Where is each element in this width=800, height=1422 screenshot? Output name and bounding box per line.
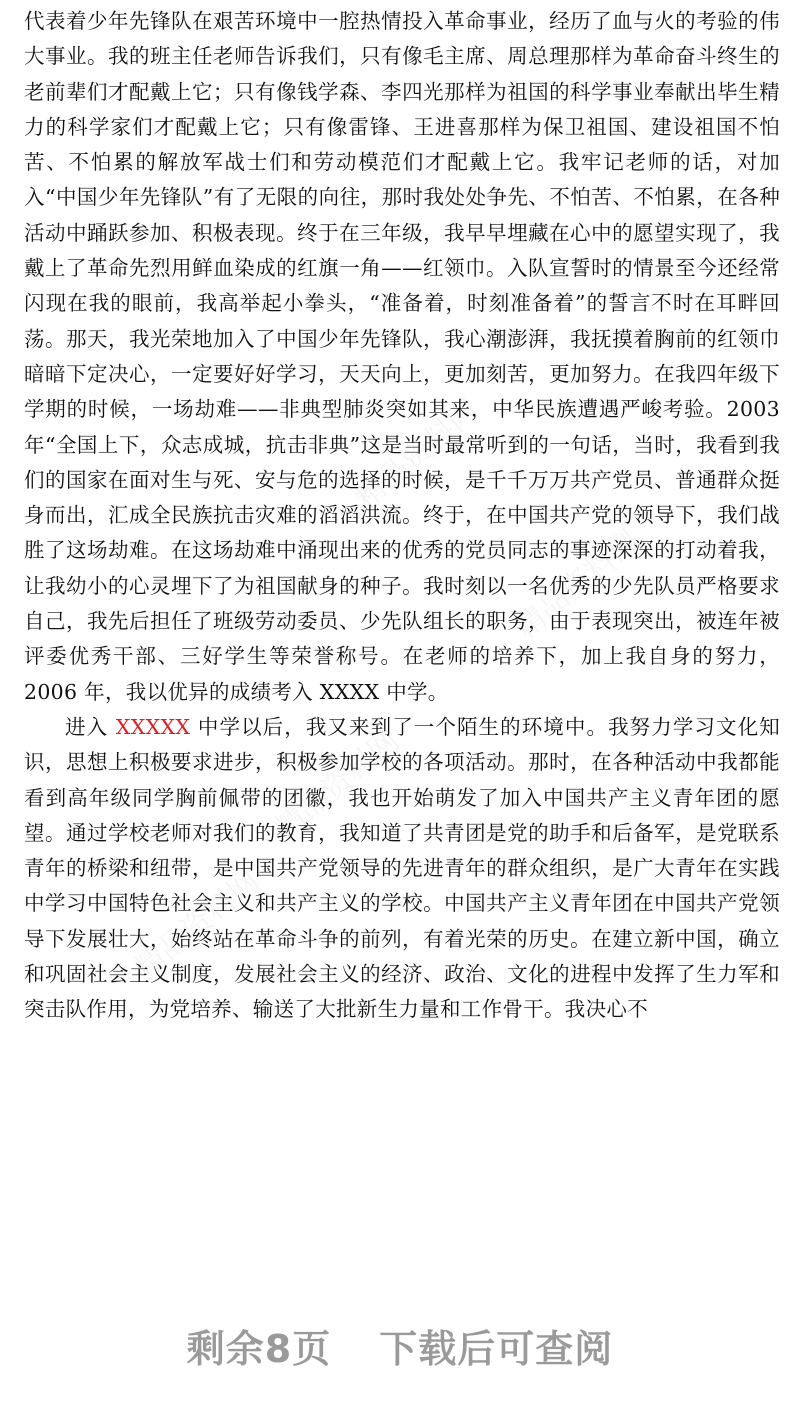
paragraph-2	[24, 710, 780, 1028]
paragraph-1: 代表着少年先锋队在艰苦环境中一腔热情投入革命事业，经历了血与火的考验的伟大事业。我的班主任老师告诉我们，只有像毛主席、周总理那样为革命奋斗终生的老前辈们才配戴上它；只有像钱学森、李四光那样为祖国的科学事业奉献出毕生精力的科学家们才配戴上它；只有像雷锋、王进喜那样为保卫祖国、建设祖国不怕苦、不怕累的解放军战士们和劳动模范们才配戴上它。我牢记老师的话，对加入“中国少年先锋队”有了无限的向往，那时我处处争先、不怕苦、不怕累，在各种活动中踊跃参加、积极表现。终于在三年级，我早早埋藏在心中的愿望实现了，我戴上了革命先烈用鲜血染成的红旗一角——红领巾。入队宣誓时的情景至今还经常闪现在我的眼前，我高举起小拳头，“准备着，时刻准备着”的誓言不时在耳畔回荡。那天，我光荣地加入了中国少年先锋队，我心潮澎湃，我抚摸着胸前的红领巾暗暗下定决心，一定要好好学习，天天向上，更加刻苦，更加努力。在我四年级下学期的时候，一场劫难——非典型肺炎突如其来，中华民族遭遇严峻考验。2003 年“全国上下，众志成城，抗击非典”这是当时最常听到的一句话，当时，我看到我们的国家在面对生与死、安与危的选择的时候，是千千万万共产党员、普通群众挺身而出，汇成全民族抗击灾难的滔滔洪流。终于，在中国共产党的领导下，我们战胜了这场劫难。在这场劫难中涌现出来的优秀的党员同志的事迹深深的打动着我，让我幼小的心灵埋下了为祖国献身的种子。我时刻以一名优秀的少先队员严格要求自己，我先后担任了班级劳动委员、少先队组长的职务，由于表现突出，被连年被评委优秀干部、三好学生等荣誉称号。在老师的培养下，加上我自身的努力，2006 年，我以优异的成绩考入 XXXX 中学。	[24, 9, 780, 704]
download-banner[interactable]	[0, 1318, 800, 1373]
paragraph-2-lead: 进入	[65, 714, 116, 739]
paragraph-2-rest: 中学以后，我又来到了一个陌生的环境中。我努力学习文化知识，思想上积极要求进步，积极参加学校的各项活动。那时，在各种活动中我都能看到高年级同学胸前佩带的团徽，我也开始萌发了加入中国共产主义青年团的愿望。通过学校老师对我们的教育，我知道了共青团是党的助手和后备军，是党联系青年的桥梁和纽带，是中国共产党领导的先进青年的群众组织，是广大青年在实践中学习中国特色社会主义和共产主义的学校。中国共产主义青年团在中国共产党领导下发展壮大，始终站在革命斗争的前列，有着光荣的历史。在建立新中国，确立和巩固社会主义制度，发展社会主义的经济、政治、文化的进程中发挥了生力军和突击队作用，为党培养、输送了大批新生力量和工作骨干。我决心不	[24, 714, 781, 1022]
school-name-placeholder: XXXXX	[115, 714, 191, 739]
watermark: 精品资料网	[348, 393, 486, 517]
watermark: 精品资料网	[268, 723, 406, 847]
remaining-pages-text: 剩余8页	[186, 1327, 332, 1371]
watermark: 精品资料网	[508, 523, 646, 647]
watermark: 精品资料网	[128, 863, 266, 987]
document-body	[24, 4, 780, 1028]
download-hint-text: 下载后可查阅	[379, 1327, 614, 1371]
